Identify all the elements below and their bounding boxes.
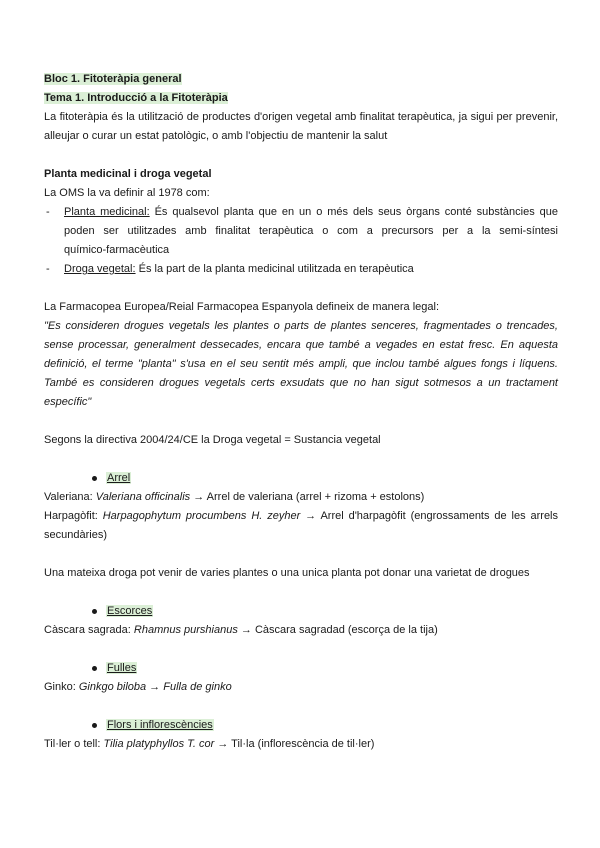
- bullet-arrel: Arrel: [44, 469, 558, 488]
- bullet-fulles: Fulles: [44, 659, 558, 678]
- quote-line-1: "Es consideren drogues vegetals les plantes o parts de plantes senceres, fragmentades o trencades,: [44, 320, 558, 332]
- harpagofit-line-2: secundàries): [44, 529, 107, 541]
- cascara-line: Càscara sagrada: Rhamnus purshianus → Càscara sagradad (escorça de la tija): [44, 624, 438, 636]
- quote-line-5: específic": [44, 396, 92, 408]
- bullet-dot-icon: [92, 723, 97, 728]
- bullet-escorces: Escorces: [44, 602, 558, 621]
- tema-title: Tema 1. Introducció a la Fitoteràpia: [44, 92, 228, 104]
- quote-line-4: També es consideren drogues vegetals certs exsudats que no han sigut sotmesos a un tractament: [44, 377, 558, 389]
- intro-line-1: La fitoteràpia és la utilització de productes d'origen vegetal amb finalitat terapèutica, ja sigui per prevenir,: [44, 111, 558, 123]
- bullet-dot-icon: [92, 666, 97, 671]
- directive-line: Segons la directiva 2004/24/CE la Droga vegetal = Sustancia vegetal: [44, 434, 381, 446]
- quote-line-3: definició, el terme "planta" s'usa en el seu sentit més ampli, que inclou també algues fongs i líquens.: [44, 358, 558, 370]
- mateixa-droga-line: Una mateixa droga pot venir de varies plantes o una unica planta pot donar una varietat de drogues: [44, 567, 530, 579]
- definition-line: poden ser utilitzades amb finalitat terapèutica o com a precursors per a la semi-síntesi: [64, 225, 558, 237]
- bullet-dot-icon: [92, 476, 97, 481]
- definition-line: Planta medicinal: És qualsevol planta que en un o més dels seus òrgans conté substàncies que: [64, 206, 558, 218]
- dash-marker: -: [46, 206, 50, 218]
- definition-term: Droga vegetal:: [64, 263, 136, 275]
- intro-line-2: alleujar o curar un estat patològic, o amb l'objectiu de mantenir la salut: [44, 130, 388, 142]
- bullet-dot-icon: [92, 609, 97, 614]
- bullet-flors: Flors i inflorescències: [44, 716, 558, 735]
- oms-line: La OMS la va definir al 1978 com:: [44, 187, 210, 199]
- quote-line-2: sense processar, generalment dessecades, encara que també a vegades en estat fresc. En aquesta: [44, 339, 558, 351]
- definition-line: químico-farmacèutica: [64, 244, 170, 256]
- document-page: [44, 70, 558, 754]
- definition-line: Droga vegetal: És la part de la planta medicinal utilitzada en terapèutica: [64, 263, 414, 275]
- bloc-title: Bloc 1. Fitoteràpia general: [44, 73, 182, 85]
- harpagofit-line: Harpagòfit: Harpagophytum procumbens H. zeyher → Arrel d'harpagòfit (engrossaments de les arrels: [44, 510, 559, 522]
- definition-planta-medicinal: [44, 203, 558, 260]
- dash-marker: -: [46, 263, 50, 275]
- ginko-line: Ginko: Ginkgo biloba → Fulla de ginko: [44, 681, 232, 693]
- definition-droga-vegetal: [44, 260, 558, 279]
- farmacopea-line: La Farmacopea Europea/Reial Farmacopea Espanyola defineix de manera legal:: [44, 301, 440, 313]
- tiller-line: Til·ler o tell: Tilia platyphyllos T. cor → Til·la (inflorescència de til·ler): [44, 738, 375, 750]
- section-title: Planta medicinal i droga vegetal: [44, 168, 212, 180]
- valeriana-line: Valeriana: Valeriana officinalis → Arrel de valeriana (arrel + rizoma + estolons): [44, 491, 425, 503]
- definition-term: Planta medicinal:: [64, 206, 150, 218]
